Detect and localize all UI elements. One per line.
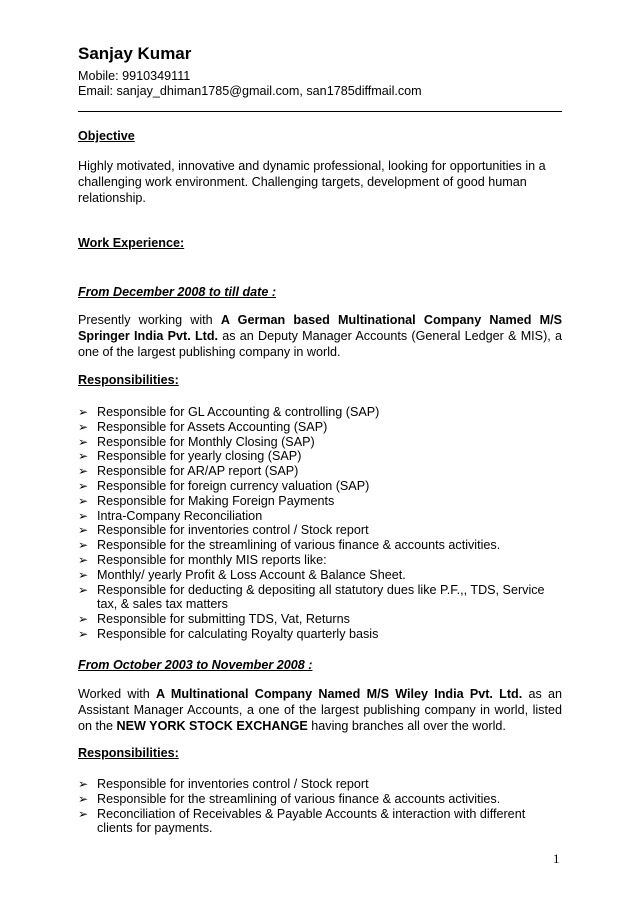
- list-item-text: Intra-Company Reconciliation: [97, 508, 263, 523]
- job1-responsibilities-heading: [78, 373, 179, 387]
- objective-heading: Objective: [78, 129, 135, 143]
- job2-period: From October 2003 to November 2008 :: [78, 658, 313, 672]
- list-item: [78, 538, 564, 553]
- list-item-text: Responsible for the streamlining of various finance & accounts activities.: [97, 791, 501, 806]
- arrow-bullet-icon: ➢: [78, 449, 89, 464]
- arrow-bullet-icon: ➢: [78, 434, 89, 449]
- list-item-text: Responsible for AR/AP report (SAP): [97, 464, 299, 479]
- arrow-bullet-icon: ➢: [78, 508, 89, 523]
- job2-exchange: NEW YORK STOCK EXCHANGE: [116, 719, 308, 733]
- work-experience-heading-text: Work Experience: [78, 236, 180, 250]
- job1-intro-text-1: Presently working with: [78, 313, 221, 327]
- job2-responsibilities-heading-colon: :: [174, 746, 179, 760]
- list-item-text: Responsible for yearly closing (SAP): [97, 449, 302, 464]
- job1-intro: [78, 312, 562, 360]
- job2-responsibilities-list: [78, 777, 564, 836]
- job1-responsibilities-heading-text: Responsibilities: [78, 373, 175, 387]
- list-item: [78, 627, 564, 642]
- arrow-bullet-icon: ➢: [78, 464, 89, 479]
- list-item: [78, 792, 564, 807]
- arrow-bullet-icon: ➢: [78, 626, 89, 641]
- job2-intro-text-2: as an Assistant Manager Accounts, a one of the largest publishing company in world, listed on the: [78, 687, 562, 733]
- job2-company: A Multinational Company Named M/S Wiley India Pvt. Ltd.: [156, 687, 523, 701]
- list-item: [78, 479, 564, 494]
- list-item: [78, 568, 564, 583]
- list-item: [78, 523, 564, 538]
- arrow-bullet-icon: ➢: [78, 478, 89, 493]
- list-item-text: Responsible for calculating Royalty quarterly basis: [97, 626, 379, 641]
- list-item: [78, 509, 564, 524]
- arrow-bullet-icon: ➢: [78, 612, 89, 627]
- mobile-line: Mobile: 9910349111: [78, 69, 191, 83]
- arrow-bullet-icon: ➢: [78, 523, 89, 538]
- list-item: [78, 435, 564, 450]
- arrow-bullet-icon: ➢: [78, 791, 89, 806]
- work-experience-heading-colon: :: [179, 236, 185, 250]
- list-item: [78, 777, 564, 792]
- arrow-bullet-icon: ➢: [78, 777, 89, 791]
- list-item-text: Monthly/ yearly Profit & Loss Account & Balance Sheet.: [97, 567, 406, 582]
- arrow-bullet-icon: ➢: [78, 538, 89, 553]
- list-item-text: Reconciliation of Receivables & Payable Accounts & interaction with different clients for payments.: [97, 806, 526, 836]
- job2-responsibilities-heading: [78, 746, 179, 760]
- job2-responsibilities-heading-text: Responsibilities: [78, 746, 175, 760]
- arrow-bullet-icon: ➢: [78, 493, 89, 508]
- list-item: [78, 612, 564, 627]
- email-line: Email: sanjay_dhiman1785@gmail.com, san1785diffmail.com: [78, 84, 422, 98]
- list-item-text: Responsible for foreign currency valuation (SAP): [97, 478, 370, 493]
- job2-intro-text-1: Worked with: [78, 687, 157, 701]
- job1-responsibilities-heading-colon: :: [174, 373, 179, 387]
- list-item: [78, 553, 564, 568]
- work-experience-heading: [78, 236, 184, 250]
- list-item: [78, 807, 564, 837]
- job1-period: From December 2008 to till date :: [78, 285, 277, 299]
- arrow-bullet-icon: ➢: [78, 567, 89, 582]
- list-item: [78, 420, 564, 435]
- list-item-text: Responsible for GL Accounting & controlling (SAP): [97, 405, 380, 419]
- list-item: [78, 405, 564, 420]
- list-item-text: Responsible for Making Foreign Payments: [97, 493, 335, 508]
- list-item-text: Responsible for Assets Accounting (SAP): [97, 419, 328, 434]
- list-item-text: Responsible for deducting & depositing all statutory dues like P.F.,, TDS, Service tax, & sales tax matters: [97, 582, 545, 612]
- list-item-text: Responsible for inventories control / Stock report: [97, 523, 369, 538]
- arrow-bullet-icon: ➢: [78, 552, 89, 567]
- arrow-bullet-icon: ➢: [78, 419, 89, 434]
- list-item: [78, 494, 564, 509]
- arrow-bullet-icon: ➢: [78, 806, 89, 821]
- list-item: [78, 449, 564, 464]
- candidate-name: Sanjay Kumar: [78, 44, 192, 63]
- arrow-bullet-icon: ➢: [78, 582, 89, 597]
- list-item-text: Responsible for inventories control / Stock report: [97, 777, 369, 791]
- objective-text: Highly motivated, innovative and dynamic professional, looking for opportunities in a challenging work environment. Challenging targets, development of good human relationship.: [78, 159, 546, 205]
- list-item-text: Responsible for submitting TDS, Vat, Returns: [97, 612, 350, 627]
- job1-company: A German based Multinational Company Named M/S Springer India Pvt. Ltd.: [78, 313, 562, 343]
- list-item-text: Responsible for monthly MIS reports like:: [97, 552, 327, 567]
- job1-intro-text-2: as an Deputy Manager Accounts (General Ledger & MIS), a one of the largest publishing company in world.: [78, 329, 563, 359]
- list-item: [78, 583, 564, 613]
- job2-intro-text-3: having branches all over the world.: [307, 719, 506, 733]
- page-number: 1: [553, 851, 560, 866]
- job1-responsibilities-list: [78, 405, 564, 642]
- list-item: [78, 464, 564, 479]
- list-item-text: Responsible for Monthly Closing (SAP): [97, 434, 315, 449]
- header-divider: [78, 111, 562, 112]
- job2-intro: [78, 686, 562, 734]
- list-item-text: Responsible for the streamlining of various finance & accounts activities.: [97, 538, 501, 553]
- arrow-bullet-icon: ➢: [78, 405, 89, 419]
